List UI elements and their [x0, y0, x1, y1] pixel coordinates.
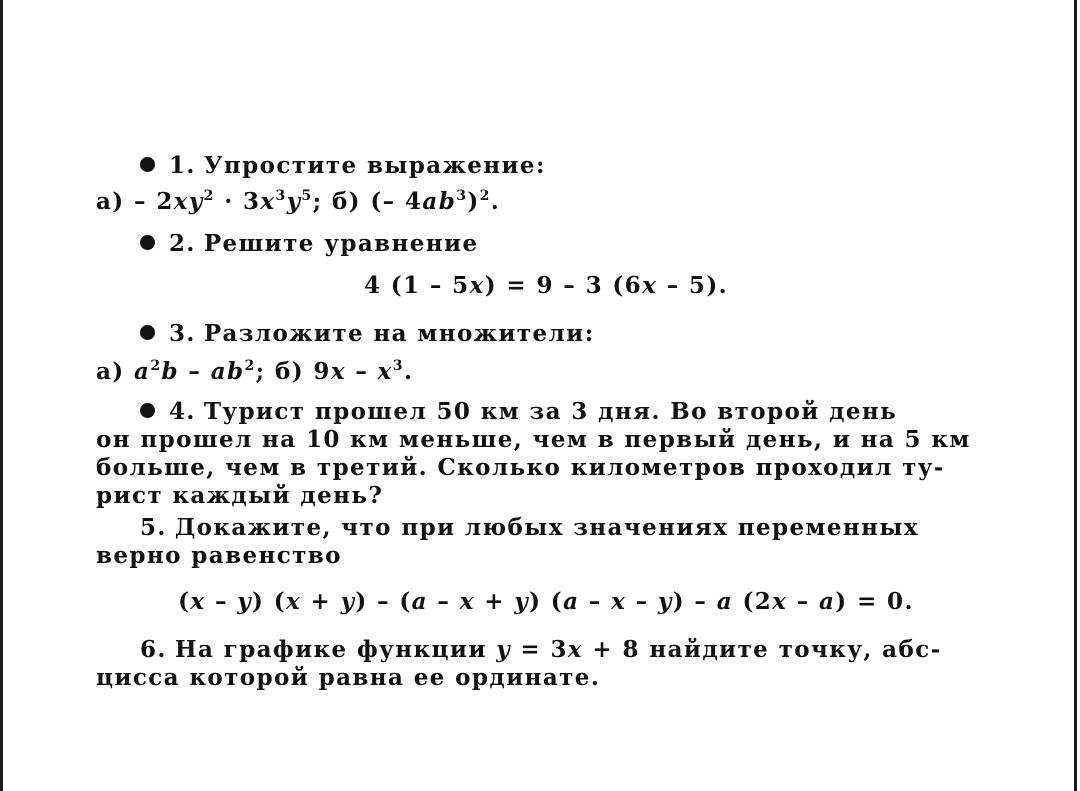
problem-3-heading: 3. Разложите на множители: — [140, 320, 594, 348]
problem-1-expressions: $а) - 2xy^2 \cdot 3x^3y^5$; б) (– $4ab^3)^2$. — [96, 188, 501, 215]
problem-4-line-1: 4. Турист прошел 50 км за 3 дня. Во второй день — [140, 398, 897, 426]
problem-5-line-2: верно равенство — [96, 542, 342, 569]
problem-6-line-1: 6. На графике функции y = 3x + 8 найдите точку, абс- — [140, 636, 942, 663]
problem-2-heading: 2. Решите уравнение — [140, 230, 479, 258]
problem-3-expressions: а) $a^2b - ab^2$; б) $9x - x^3$. — [96, 358, 414, 385]
bullet-icon — [140, 157, 155, 172]
problem-2-equation: 4 (1 – 5x) = 9 – 3 (6x – 5). — [363, 272, 729, 299]
page-border-left — [0, 0, 3, 791]
problem-5-equation: (x – y) (x + y) – (a – x + y) (a – x – y) – a (2x – a) = 0. — [178, 588, 914, 615]
problem-5-line-1: 5. Докажите, что при любых значениях переменных — [140, 514, 919, 541]
problem-1-heading: 1. Упростите выражение: — [140, 152, 546, 180]
bullet-icon — [140, 325, 155, 340]
problem-4-line-4: рист каждый день? — [96, 482, 384, 509]
page-border-right — [1074, 0, 1077, 791]
problem-6-line-2: цисса которой равна ее ординате. — [96, 664, 601, 691]
bullet-icon — [140, 235, 155, 250]
bullet-icon — [140, 403, 155, 418]
problem-4-line-3: больше, чем в третий. Сколько километров проходил ту- — [96, 454, 945, 481]
problem-4-line-2: он прошел на 10 км меньше, чем в первый день, и на 5 км — [96, 426, 971, 453]
